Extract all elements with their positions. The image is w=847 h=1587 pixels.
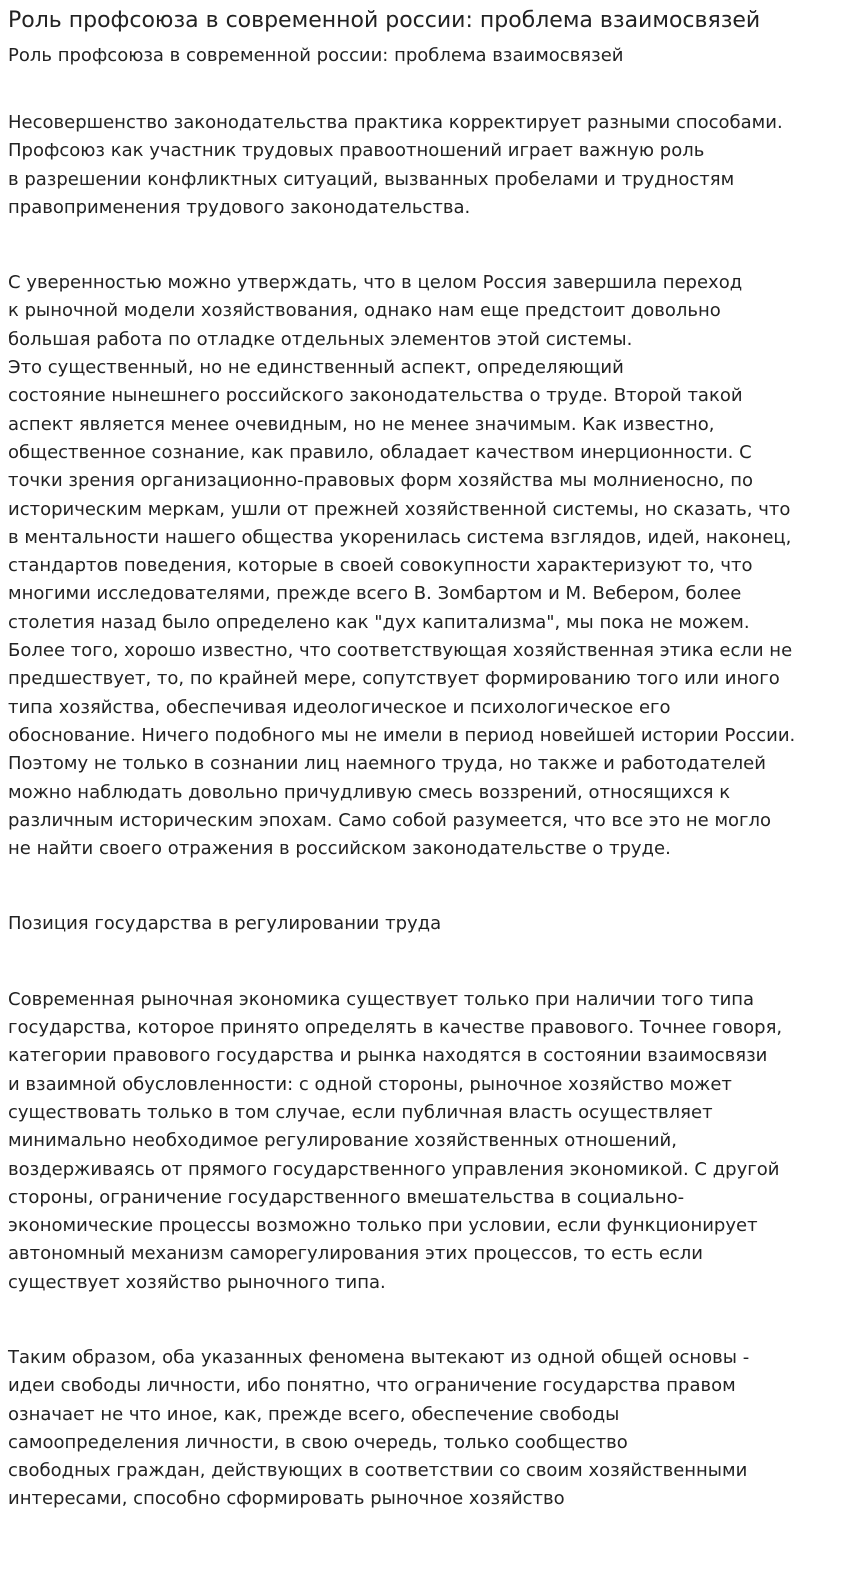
section-heading: Позиция государства в регулировании труда xyxy=(8,913,442,935)
paragraph-intro: Несовершенство законодательства практика корректирует разными способами. Профсоюз как участник трудовых правоотношений играет важную роль в разрешении конфликтных ситуаций, вызванных пробелами и трудностям правоприменения трудового законодательства. xyxy=(8,112,783,218)
paragraph-state-and-market: Современная рыночная экономика существует только при наличии того типа государства, которое принято определять в качестве правового. Точнее говоря, категории правового государства и рынка находятся в состоянии взаимосвязи и взаимной обусловленности: с одной стороны, рыночное хозяйство может существовать только в том случае, если публичная власть осуществляет минимально необходимое регулирование хозяйственных отношений, воздерживаясь от прямого государственного управления экономикой. С другой стороны, ограничение государственного вмешательства в социально- экономические процессы возможно только при условии, если функционирует автономный механизм саморегулирования этих процессов, то есть если существует хозяйство рыночного типа. xyxy=(8,988,783,1293)
paragraph-conclusion: Таким образом, оба указанных феномена вытекают из одной общей основы - идеи свободы личности, ибо понятно, что ограничение государства правом означает не что иное, как, прежде всего, обеспечение свободы самоопределения личности, в свою очередь, только сообщество свободных граждан, действующих в соответствии со своим хозяйственными интересами, способно сформировать рыночное хозяйство xyxy=(8,1346,750,1510)
page-title: Роль профсоюза в современной россии: проблема взаимосвязей xyxy=(8,8,761,33)
paragraph-market-transition: С уверенностью можно утверждать, что в целом Россия завершила переход к рыночной модели хозяйствования, однако нам еще предстоит довольно большая работа по отладке отдельных элементов этой системы. Это существенный, но не единственный аспект, определяющий состояние нынешнего российского законодательства о труде. Второй такой аспект является менее очевидным, но не менее значимым. Как известно, общественное сознание, как правило, обладает качеством инерционности. С точки зрения организационно-правовых форм хозяйства мы молниеносно, по историческим меркам, ушли от прежней хозяйственной системы, но сказать, что в ментальности нашего общества укоренилась система взглядов, идей, наконец, стандартов поведения, которые в своей совокупности характеризуют то, что многими исследователями, прежде всего В. Зомбартом и М. Вебером, более столетия назад было определено как "дух капитализма", мы пока не можем. Более того, хорошо известно, что соответствующая хозяйственная этика если не предшествует, то, по крайней мере, сопутствует формированию того или иного типа хозяйства, обеспечивая идеологическое и психологическое его обоснование. Ничего подобного мы не имели в период новейшей истории России. Поэтому не только в сознании лиц наемного труда, но также и работодателей можно наблюдать довольно причудливую смесь воззрений, относящихся к различным историческим эпохам. Само собой разумеется, что все это не могло не найти своего отражения в российском законодательстве о труде. xyxy=(8,272,796,860)
page-subtitle: Роль профсоюза в современной россии: проблема взаимосвязей xyxy=(8,45,624,66)
